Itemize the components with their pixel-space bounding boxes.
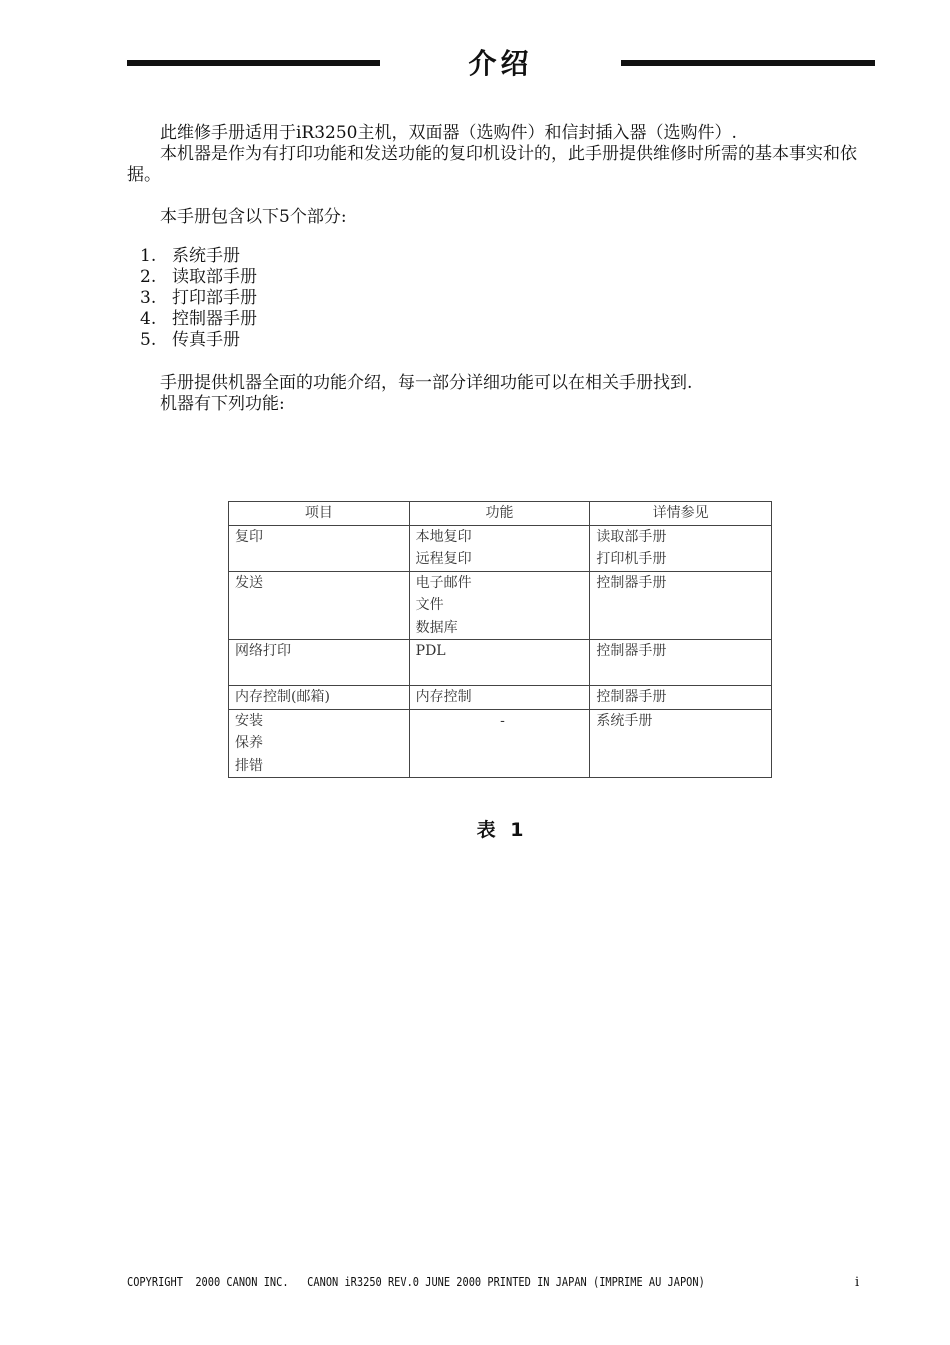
- table-cell-function: 内存控制: [409, 686, 590, 710]
- column-header-function: 功能: [409, 502, 590, 526]
- table-cell-item: 安装 保养 排错: [229, 709, 410, 778]
- table-caption: 表 1: [476, 819, 524, 841]
- table-cell-function: 本地复印 远程复印: [409, 525, 590, 571]
- page-header: [127, 38, 875, 88]
- table-cell-function: 电子邮件 文件 数据库: [409, 571, 590, 640]
- parts-list: [140, 246, 257, 351]
- table-cell-reference: 读取部手册 打印机手册: [590, 525, 772, 571]
- table-cell-item: 内存控制(邮箱): [229, 686, 410, 710]
- list-item: 1. 系统手册: [140, 246, 240, 266]
- table-cell-reference: 系统手册: [590, 709, 772, 778]
- table-row: [229, 709, 772, 778]
- header-rule-left: [127, 60, 380, 66]
- table-cell-function: PDL: [409, 640, 590, 686]
- table-row: [229, 525, 772, 571]
- outro-paragraph-2: 机器有下列功能:: [160, 394, 285, 414]
- table-row: [229, 571, 772, 640]
- outro-paragraph-1: 手册提供机器全面的功能介绍，每一部分详细功能可以在相关手册找到.: [160, 373, 693, 393]
- table-cell-item: 网络打印: [229, 640, 410, 686]
- outro-section: [127, 373, 879, 415]
- table-cell-item: 复印: [229, 525, 410, 571]
- column-header-reference: 详情参见: [590, 502, 772, 526]
- table-header-row: [229, 502, 772, 526]
- table-row: [229, 686, 772, 710]
- table-row: [229, 640, 772, 686]
- table-cell-reference: 控制器手册: [590, 640, 772, 686]
- page-number: i: [855, 1275, 860, 1290]
- copyright-footer: COPYRIGHT 2000 CANON INC. CANON iR3250 REV.0 JUNE 2000 PRINTED IN JAPAN (IMPRIME AU JAPON): [127, 1275, 705, 1289]
- parts-intro-paragraph: 本手册包含以下5个部分:: [160, 207, 347, 227]
- intro-paragraph-2: 本机器是作为有打印功能和发送功能的复印机设计的，此手册提供维修时所需的基本事实和依据。: [127, 144, 857, 185]
- function-table: [228, 501, 772, 778]
- parts-intro: [127, 207, 879, 228]
- intro-section: [127, 123, 879, 186]
- table-cell-reference: 控制器手册: [590, 686, 772, 710]
- page-title: 介绍: [468, 47, 533, 80]
- list-item: 2. 读取部手册: [140, 267, 257, 287]
- table-cell-function: -: [409, 709, 590, 778]
- list-item: 4. 控制器手册: [140, 309, 257, 329]
- list-item: 3. 打印部手册: [140, 288, 257, 308]
- table-cell-reference: 控制器手册: [590, 571, 772, 640]
- intro-paragraph-1: 此维修手册适用于iR3250主机，双面器（选购件）和信封插入器（选购件）.: [160, 123, 737, 143]
- table-cell-item: 发送: [229, 571, 410, 640]
- header-rule-right: [621, 60, 875, 66]
- list-item: 5. 传真手册: [140, 330, 240, 350]
- column-header-item: 项目: [229, 502, 410, 526]
